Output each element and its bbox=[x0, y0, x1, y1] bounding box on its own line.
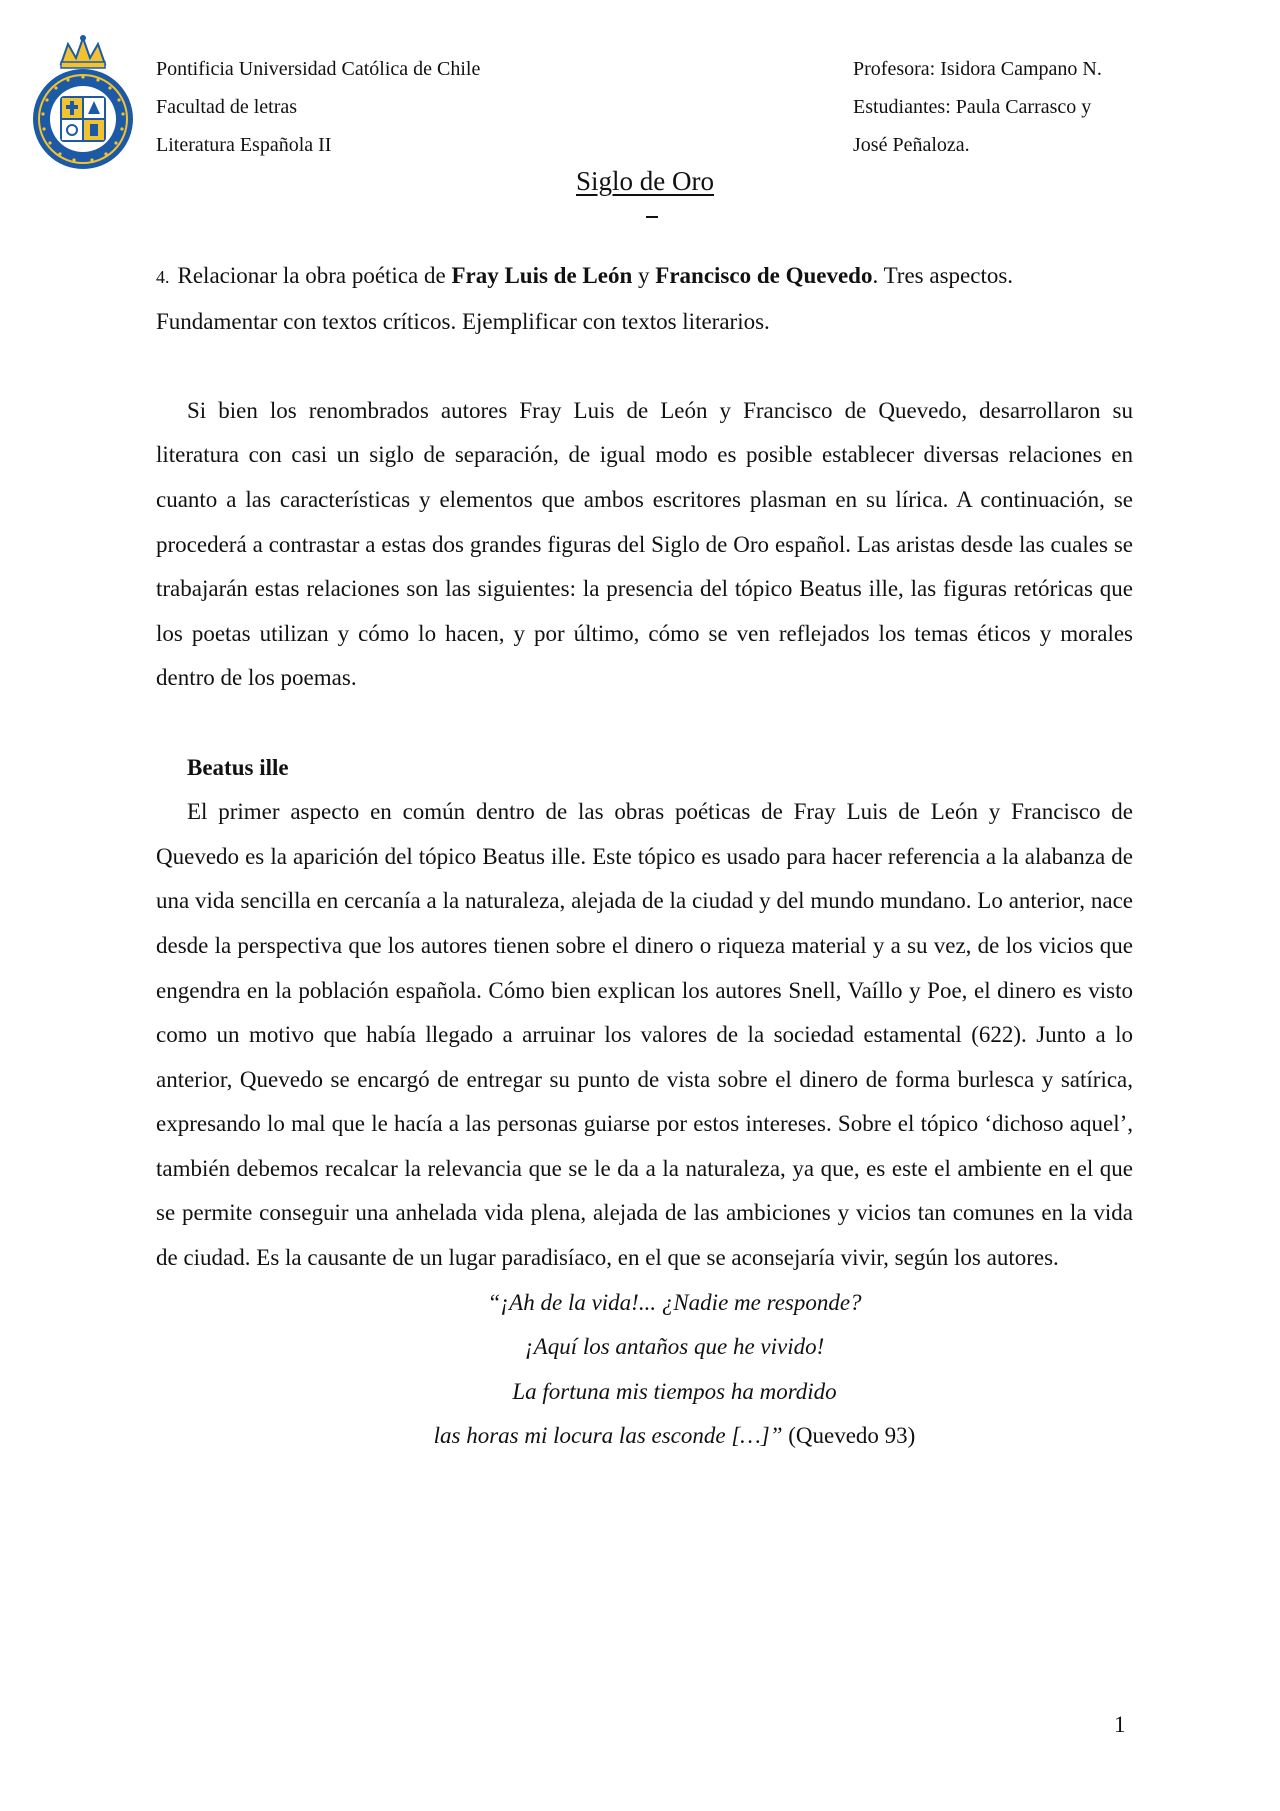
question-text-end: . Tres aspectos. Fundamentar con textos críticos. Ejemplificar con textos literarios. bbox=[156, 263, 1014, 334]
header-professor: Profesora: Isidora Campano N. bbox=[853, 58, 1102, 80]
header-university: Pontificia Universidad Católica de Chile bbox=[156, 58, 481, 80]
poem-last-line-text: las horas mi locura las esconde […]” bbox=[433, 1423, 783, 1449]
question-author-2: Francisco de Quevedo bbox=[655, 263, 873, 288]
question-author-1: Fray Luis de León bbox=[451, 263, 633, 288]
page-title: Siglo de Oro bbox=[576, 166, 714, 196]
page-number: 1 bbox=[1114, 1712, 1126, 1737]
question-text-start: Relacionar la obra poética de bbox=[177, 263, 452, 288]
intro-paragraph: Si bien los renombrados autores Fray Luis de León y Francisco de Quevedo, desarrollaron su literatura con casi un siglo de separación, de igual modo es posible establecer diversas relaciones en cuanto a las características y elementos que ambos escritores plasman en su lírica. A continuación, se procederá a contrastar a estas dos grandes figuras del Siglo de Oro español. Las aristas desde las cuales se trabajarán estas relaciones son las siguientes: la presencia del tópico Beatus ille, las figuras retóricas que los poetas utilizan y cómo lo hacen, y por último, cómo se ven reflejados los temas éticos y morales dentro de los poemas. bbox=[156, 397, 1133, 691]
poem-line: ¡Aquí los antaños que he vivido! bbox=[524, 1334, 825, 1360]
header-students-cont: José Peñaloza. bbox=[853, 134, 970, 156]
title-divider bbox=[646, 216, 658, 218]
poem-quote bbox=[216, 1281, 1133, 1459]
section-heading: Beatus ille bbox=[187, 754, 289, 780]
header-course: Literatura Española II bbox=[156, 134, 332, 156]
spacer bbox=[156, 344, 1133, 389]
spacer bbox=[156, 701, 1133, 746]
university-crest-icon bbox=[28, 34, 138, 169]
header-people-block bbox=[853, 50, 1102, 164]
question-connector: y bbox=[632, 263, 656, 288]
header-faculty: Facultad de letras bbox=[156, 96, 298, 118]
document-body bbox=[156, 254, 1133, 1459]
header-institution-block bbox=[156, 50, 480, 164]
crown-icon bbox=[61, 35, 105, 68]
university-crest-svg bbox=[28, 34, 138, 169]
poem-citation: (Quevedo 93) bbox=[782, 1423, 916, 1449]
question-number: 4. bbox=[156, 267, 170, 287]
section-paragraph: El primer aspecto en común dentro de las obras poéticas de Fray Luis de León y Francisco de Quevedo es la aparición del tópico Beatus ille. Este tópico es usado para hacer referencia a la alabanza de una vida sencilla en cercanía a la naturaleza, alejada de la ciudad y del mundo mundano. Lo anterior, nace desde la perspectiva que los autores tienen sobre el dinero o riqueza material y a su vez, de los vicios que engendra en la población española. Cómo bien explican los autores Snell, Vaíllo y Poe, el dinero es visto como un motivo que había llegado a arruinar los valores de la sociedad estamental (622). Junto a lo anterior, Quevedo se encargó de entregar su punto de vista sobre el dinero de forma burlesca y satírica, expresando lo mal que le hacía a las personas guiarse por estos intereses. Sobre el tópico ‘dichoso aquel’, también debemos recalcar la relevancia que se le da a la naturaleza, ya que, es este el ambiente en el que se permite conseguir una anhelada vida plena, alejada de las ambiciones y vicios tan comunes en la vida de ciudad. Es la causante de un lugar paradisíaco, en el que se aconsejaría vivir, según los autores. bbox=[156, 799, 1133, 1271]
poem-line: “¡Ah de la vida!... ¿Nadie me responde? bbox=[487, 1289, 862, 1315]
poem-line: La fortuna mis tiempos ha mordido bbox=[512, 1378, 837, 1404]
poem-last-line bbox=[216, 1414, 1133, 1459]
header-students: Estudiantes: Paula Carrasco y bbox=[853, 96, 1092, 118]
question-prompt bbox=[156, 254, 1133, 344]
